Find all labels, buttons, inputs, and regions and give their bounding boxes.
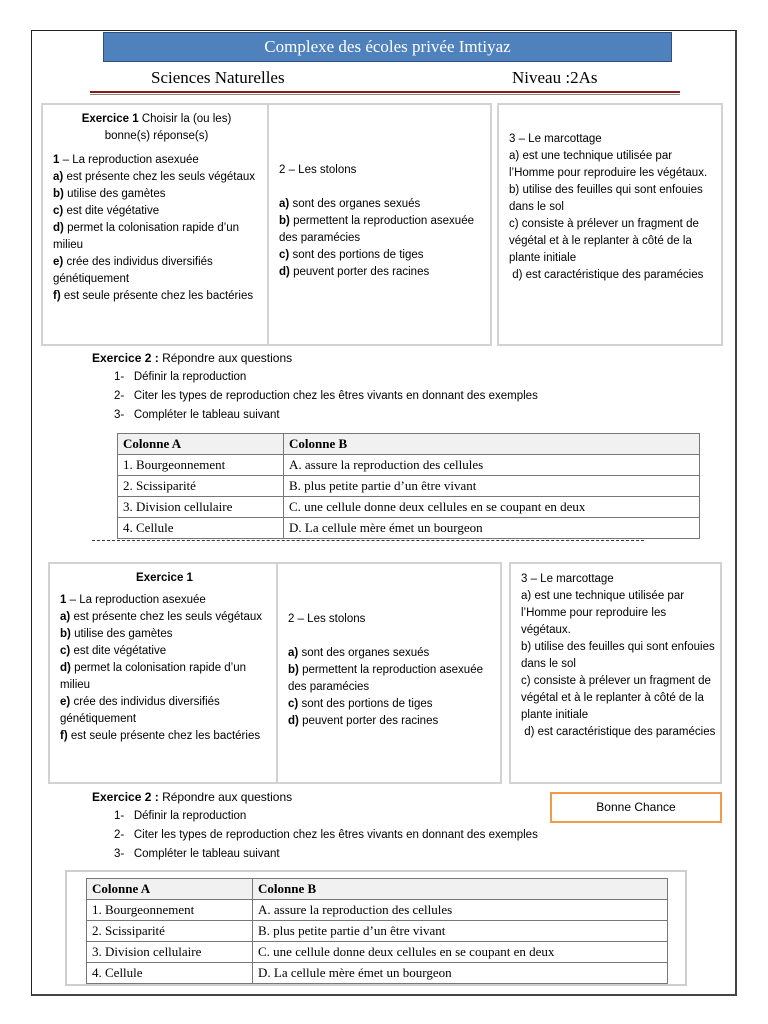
table-row: 2. Scissiparité B. plus petite partie d’un être vivant <box>87 921 668 942</box>
q3-option-c: c) consiste à prélever un fragment de végétal et à le replanter à côté de la plante initiale <box>509 218 699 264</box>
q3-option-a: a) est une technique utilisée par l’Homme pour reproduire les végétaux. <box>509 150 708 179</box>
v2-q3-option-d: d) est caractéristique des paramécies <box>524 726 716 738</box>
v2-table-header-a: Colonne A <box>87 879 253 900</box>
v2-q1-option-c: c) est dite végétative <box>60 645 167 657</box>
v1-question1-box <box>41 103 268 346</box>
v2-q1-option-e: e) crée des individus diversifiés génétiquement <box>60 696 220 725</box>
bonne-chance-box: Bonne Chance <box>550 792 722 823</box>
q2-title: 2 – Les stolons <box>279 164 357 176</box>
table-row: 4. Cellule D. La cellule mère émet un bourgeon <box>118 518 700 539</box>
v2-q3-option-b: b) utilise des feuilles qui sont enfouies dans le sol <box>521 641 715 670</box>
exercise2-item-1: 1- Définir la reproduction <box>114 371 247 383</box>
q2-option-d: d) peuvent porter des racines <box>279 266 430 278</box>
exercise1-instruction: Choisir la (ou les) <box>141 113 232 125</box>
exercise2-item-3: 3- Compléter le tableau suivant <box>114 409 280 421</box>
v1-question3-box <box>497 103 723 346</box>
header-rule-shadow <box>90 94 680 95</box>
q1-option-a: a) est présente chez les seuls végétaux <box>53 171 256 183</box>
q2-option-b: b) permettent la reproduction asexuée des paramécies <box>279 215 474 244</box>
q1-option-f: f) est seule présente chez les bactéries <box>53 290 254 302</box>
v2-q1-option-b: b) utilise des gamètes <box>60 628 173 640</box>
v2-exercise1-label: Exercice 1 <box>136 572 193 584</box>
v2-q1-title: 1 – La reproduction asexuée <box>60 594 206 606</box>
table-header-a: Colonne A <box>118 434 284 455</box>
q3-title: 3 – Le marcottage <box>509 133 602 145</box>
table-row: 3. Division cellulaire C. une cellule donne deux cellules en se coupant en deux <box>87 942 668 963</box>
v2-matching-table <box>86 878 668 984</box>
school-banner: Complexe des écoles privée Imtiyaz <box>103 32 672 62</box>
q3-option-b: b) utilise des feuilles qui sont enfouies dans le sol <box>509 184 703 213</box>
q2-option-a: a) sont des organes sexués <box>279 198 421 210</box>
v2-q3-option-a: a) est une technique utilisée par l’Homme pour reproduire les végétaux. <box>521 590 685 636</box>
v2-q2-option-b: b) permettent la reproduction asexuée des paramécies <box>288 664 483 693</box>
v2-q1-option-f: f) est seule présente chez les bactéries <box>60 730 261 742</box>
header-rule <box>90 91 680 93</box>
v2-q2-title: 2 – Les stolons <box>288 613 366 625</box>
table-header-row <box>87 879 668 900</box>
table-header-row <box>118 434 700 455</box>
table-row: 2. Scissiparité B. plus petite partie d’un être vivant <box>118 476 700 497</box>
table-row: 1. Bourgeonnement A. assure la reproduction des cellules <box>118 455 700 476</box>
v2-exercise2-item-3: 3- Compléter le tableau suivant <box>114 848 280 860</box>
v2-question3-box <box>509 562 722 784</box>
v1-question2-box <box>267 103 492 346</box>
table-row: 1. Bourgeonnement A. assure la reproduction des cellules <box>87 900 668 921</box>
v2-question2-box <box>276 562 502 784</box>
v2-exercise2-item-1: 1- Définir la reproduction <box>114 810 247 822</box>
v2-table-header-b: Colonne B <box>253 879 668 900</box>
q2-option-c: c) sont des portions de tiges <box>279 249 424 261</box>
q1-option-c: c) est dite végétative <box>53 205 160 217</box>
subject-title: Sciences Naturelles <box>151 68 285 87</box>
v2-q2-option-d: d) peuvent porter des racines <box>288 715 439 727</box>
q1-option-d: d) permet la colonisation rapide d’un milieu <box>53 222 240 251</box>
v2-q1-option-d: d) permet la colonisation rapide d’un milieu <box>60 662 247 691</box>
q1-title: 1 – La reproduction asexuée <box>53 154 199 166</box>
table-row: 4. Cellule D. La cellule mère émet un bourgeon <box>87 963 668 984</box>
v2-q3-option-c: c) consiste à prélever un fragment de végétal et à le replanter à côté de la plante initiale <box>521 675 711 721</box>
v2-q2-option-c: c) sont des portions de tiges <box>288 698 433 710</box>
q1-option-e: e) crée des individus diversifiés génétiquement <box>53 256 213 285</box>
v2-q2-option-a: a) sont des organes sexués <box>288 647 430 659</box>
q3-option-d: d) est caractéristique des paramécies <box>512 269 704 281</box>
exercise1-label: Exercice 1 <box>81 113 139 125</box>
table-row: 3. Division cellulaire C. une cellule donne deux cellules en se coupant en deux <box>118 497 700 518</box>
exercise1-instruction-2: bonne(s) réponse(s) <box>104 130 209 142</box>
exercise2-item-2: 2- Citer les types de reproduction chez les êtres vivants en donnant des exemples <box>114 390 538 402</box>
level-label: Niveau :2As <box>512 68 598 87</box>
v2-exercise2-item-2: 2- Citer les types de reproduction chez les êtres vivants en donnant des exemples <box>114 829 538 841</box>
v2-question1-box <box>48 562 277 784</box>
table-header-b: Colonne B <box>284 434 700 455</box>
v2-q1-option-a: a) est présente chez les seuls végétaux <box>60 611 263 623</box>
cut-line <box>92 540 644 541</box>
exercise2-heading: Exercice 2 : Répondre aux questions <box>92 351 293 365</box>
v1-matching-table <box>117 433 700 539</box>
q1-option-b: b) utilise des gamètes <box>53 188 166 200</box>
v2-exercise2-heading: Exercice 2 : Répondre aux questions <box>92 790 293 804</box>
v2-q3-title: 3 – Le marcottage <box>521 573 614 585</box>
v1-exercise2 <box>92 349 692 425</box>
